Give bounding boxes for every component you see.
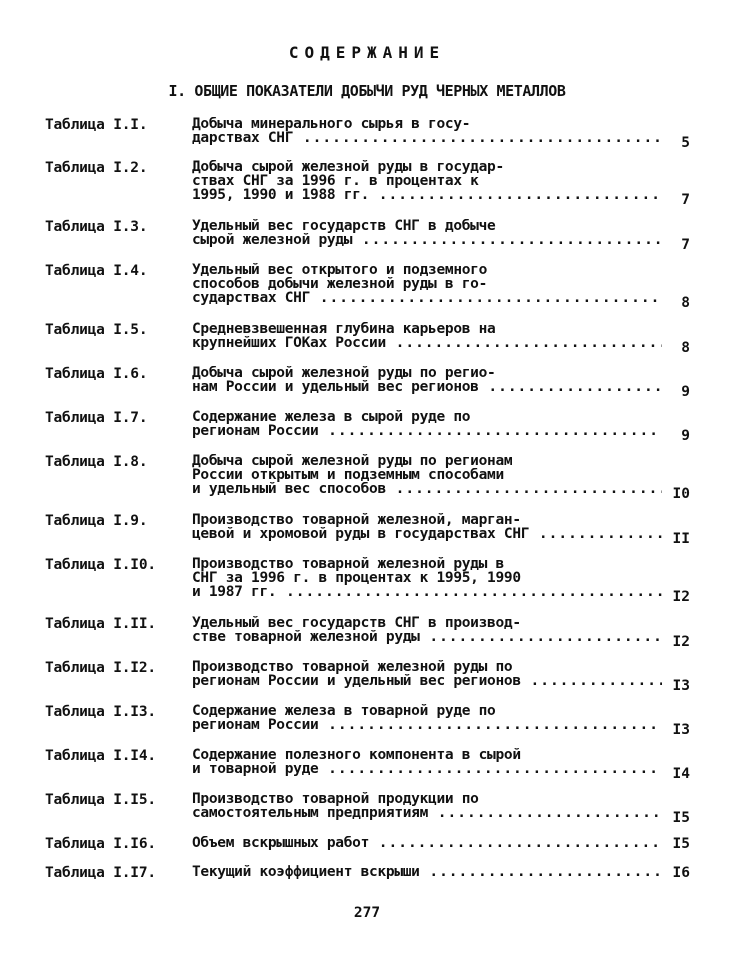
toc-entry-title-line: регионам России ..... [192,424,662,438]
toc-entry-page: I5 [672,810,690,826]
toc-entry-page: I2 [672,634,690,650]
toc-entry-title [192,410,662,438]
toc-entry-title-line: Содержание полезного компонента в сырой [192,748,521,762]
toc-entry-title-line: цевой и хромовой руды в государствах СНГ ..... [192,527,662,541]
toc-entry-title [192,160,662,202]
toc-entry-page: I3 [672,678,690,694]
toc-entry-title-line: сударствах СНГ ..... [192,291,662,305]
toc-entry-title [192,748,662,776]
toc-entry-label: Таблица I.I6. [45,836,156,852]
toc-entry-title [192,704,662,732]
toc-entry-title [192,557,662,599]
toc-entry-title [192,836,662,850]
toc-entry-title-line: Производство товарной железной руды по [192,660,513,674]
toc-entry-label: Таблица I.I. [45,117,148,133]
toc-entry-label: Таблица I.I3. [45,704,156,720]
toc-entry-page: I4 [672,766,690,782]
toc-entry-label: Таблица I.I2. [45,660,156,676]
toc-entry-title-line: Добыча минерального сырья в госу- [192,117,471,131]
toc-entry-page: 8 [681,295,690,311]
toc-entry-page: I6 [672,865,690,881]
toc-entry-title-line: Производство товарной железной руды в [192,557,504,571]
toc-entry-title-line: Содержание железа в сырой руде по [192,410,471,424]
toc-entry-label: Таблица I.4. [45,263,148,279]
toc-entry-title [192,792,662,820]
toc-entry-label: Таблица I.8. [45,454,148,470]
toc-entry-page: 7 [681,237,690,253]
toc-entry-page: II [672,531,690,547]
toc-entry-label: Таблица I.2. [45,160,148,176]
toc-entry-label: Таблица I.I0. [45,557,156,573]
toc-entry-title [192,616,662,644]
toc-entry-title-line: Удельный вес государств СНГ в добыче [192,219,496,233]
toc-entry-page: I2 [672,589,690,605]
toc-entry-title-line: Добыча сырой железной руды по регио- [192,366,496,380]
toc-entry-title-line: Производство товарной железной, марган- [192,513,521,527]
toc-entry-title-line: ствах СНГ за 1996 г. в процентах к [192,174,479,188]
toc-entry-title-line: Средневзвешенная глубина карьеров на [192,322,496,336]
page-title: СОДЕРЖАНИЕ [288,43,446,62]
toc-entry-title [192,117,662,145]
toc-entry-title [192,865,662,879]
toc-entry-title-line: регионам России и удельный вес регионов ..... [192,674,662,688]
toc-entry-title-line: и 1987 гг. ..... [192,585,662,599]
toc-entry-title-line: Добыча сырой железной руды по регионам [192,454,513,468]
toc-entry-title [192,322,662,350]
toc-entry-title-line: Удельный вес государств СНГ в производ- [192,616,521,630]
toc-entry-label: Таблица I.9. [45,513,148,529]
toc-entry-title-line: Удельный вес открытого и подземного [192,263,488,277]
toc-entry-title-line: Текущий коэффициент вскрыши ..... [192,865,662,879]
toc-entry-title-line: нам России и удельный вес регионов ..... [192,380,662,394]
toc-entry-title-line: сырой железной руды ..... [192,233,662,247]
toc-entry-page: I3 [672,722,690,738]
toc-entry-title-line: 1995, 1990 и 1988 гг. ..... [192,188,662,202]
toc-entry-page: 9 [681,428,690,444]
toc-entry-label: Таблица I.7. [45,410,148,426]
toc-entry-page: 7 [681,192,690,208]
toc-entry-label: Таблица I.5. [45,322,148,338]
toc-entry-title-line: и удельный вес способов ..... [192,482,662,496]
toc-entry-label: Таблица I.I5. [45,792,156,808]
toc-entry-label: Таблица I.3. [45,219,148,235]
toc-entry-title [192,219,662,247]
toc-entry-page: 9 [681,384,690,400]
toc-entry-title-line: самостоятельным предприятиям ..... [192,806,662,820]
toc-entry-label: Таблица I.I4. [45,748,156,764]
section-heading: I. ОБЩИЕ ПОКАЗАТЕЛИ ДОБЫЧИ РУД ЧЕРНЫХ МЕТАЛЛОВ [168,82,566,100]
toc-entry-title [192,454,662,496]
toc-entry-title-line: Добыча сырой железной руды в государ- [192,160,504,174]
toc-entry-title-line: способов добычи железной руды в го- [192,277,488,291]
toc-entry-title [192,366,662,394]
toc-entry-title-line: СНГ за 1996 г. в процентах к 1995, 1990 [192,571,521,585]
toc-entry-title-line: и товарной руде ..... [192,762,662,776]
toc-entry-title-line: дарствах СНГ ..... [192,131,662,145]
toc-entry-page: I5 [672,836,690,852]
toc-entry-title-line: России открытым и подземным способами [192,468,504,482]
toc-entry-label: Таблица I.6. [45,366,148,382]
toc-entry-title-line: Содержание железа в товарной руде по [192,704,496,718]
toc-entry-label: Таблица I.I7. [45,865,156,881]
toc-entry-title [192,660,662,688]
page-number: 277 [353,905,381,921]
toc-entry-title-line: стве товарной железной руды ..... [192,630,662,644]
toc-entry-title-line: Производство товарной продукции по [192,792,479,806]
toc-entry-title-line: Объем вскрышных работ ..... [192,836,662,850]
toc-entry-title-line: регионам России ..... [192,718,662,732]
toc-entry-title [192,513,662,541]
toc-entry-title [192,263,662,305]
toc-entry-page: 5 [681,135,690,151]
toc-entry-label: Таблица I.II. [45,616,156,632]
toc-entry-title-line: крупнейших ГОКах России ..... [192,336,662,350]
toc-entry-page: I0 [672,486,690,502]
toc-entry-page: 8 [681,340,690,356]
